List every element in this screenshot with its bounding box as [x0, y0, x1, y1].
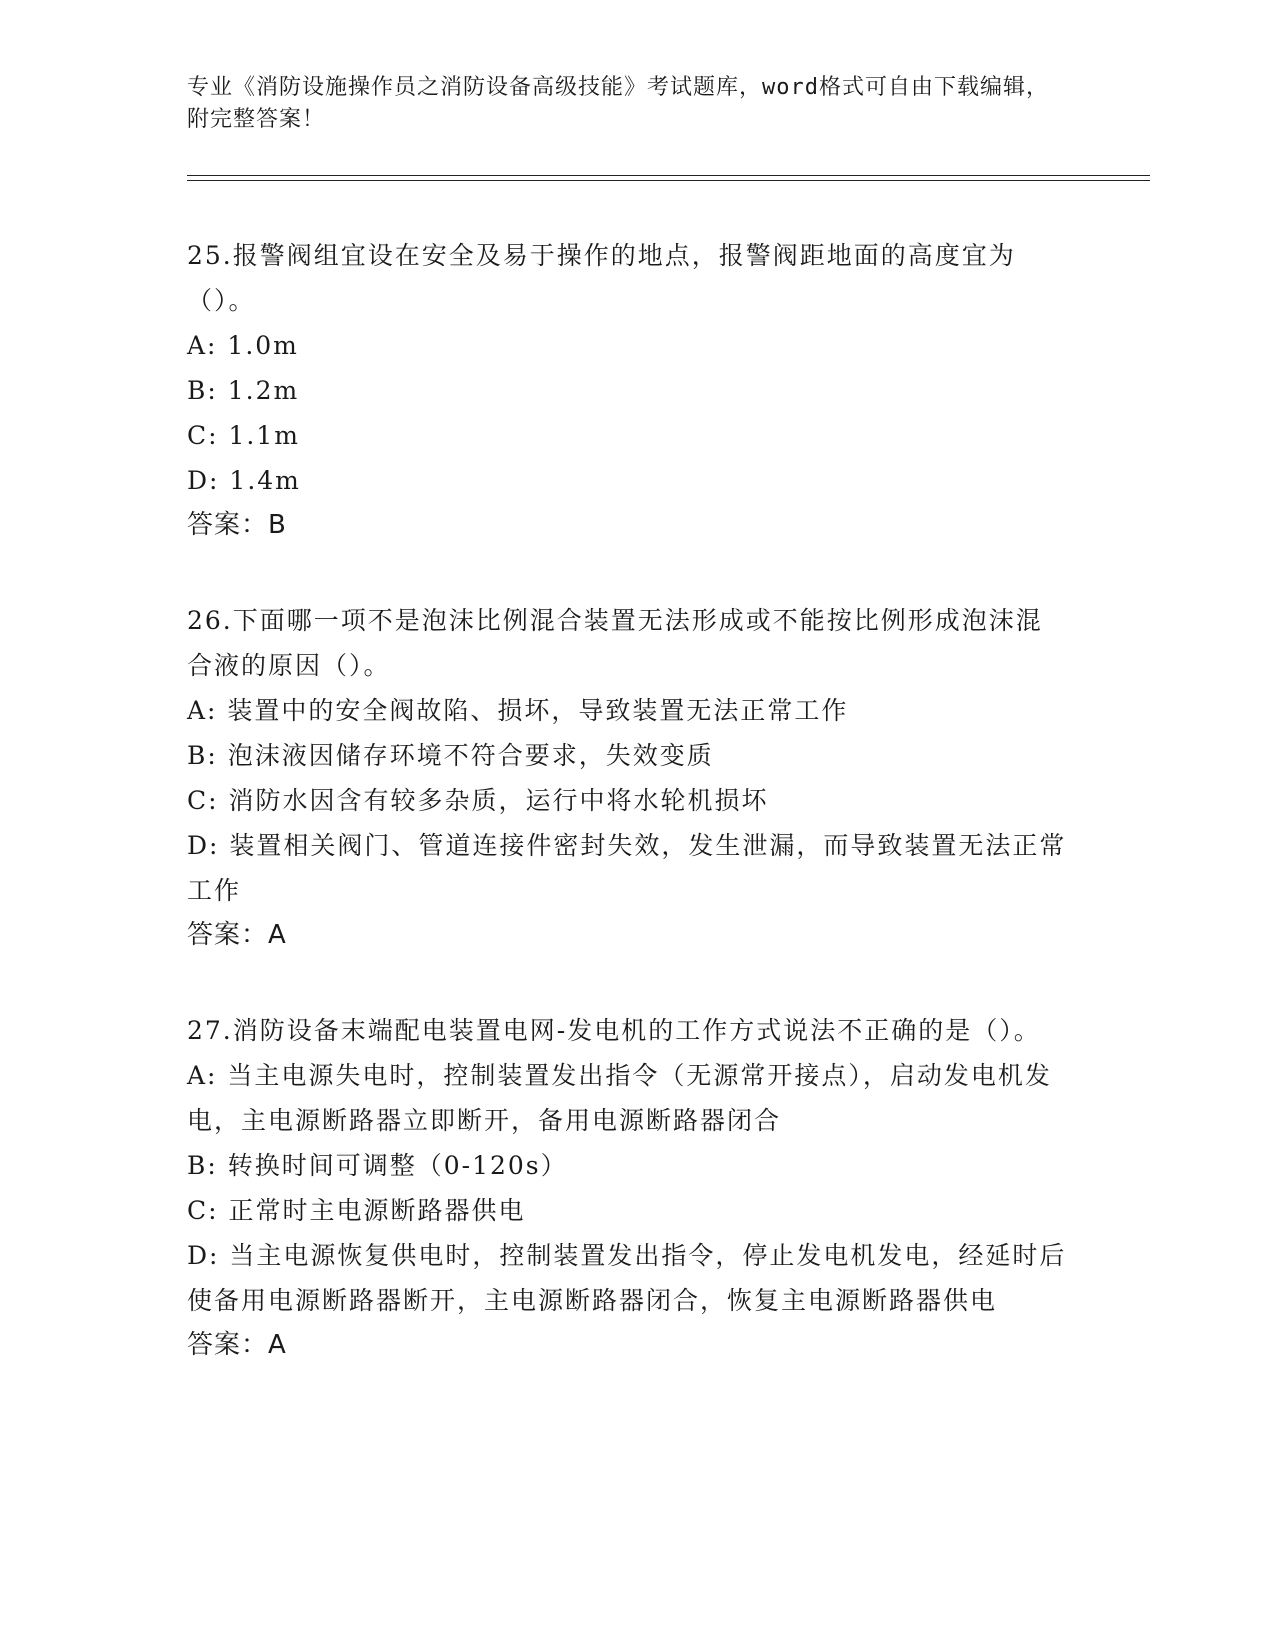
header-divider-bottom: [187, 180, 1150, 181]
question-stem: 26.下面哪一项不是泡沫比例混合装置无法形成或不能按比例形成泡沫混合液的原因（）。: [187, 606, 1043, 680]
question-26: [187, 598, 1067, 958]
answer-line: 答案：A: [187, 920, 287, 950]
option-d: D: 1.4m: [187, 466, 301, 495]
option-a: A: 1.0m: [187, 331, 299, 360]
option-b: B: 泡沫液因储存环境不符合要求，失效变质: [187, 741, 714, 770]
option-a: A: 装置中的安全阀故陷、损坏，导致装置无法正常工作: [187, 696, 849, 725]
document-header: 专业《消防设施操作员之消防设备高级技能》考试题库，word格式可自由下载编辑，附完整答案！: [187, 75, 1049, 132]
question-27: [187, 1008, 1067, 1368]
question-25: [187, 233, 1067, 548]
header-divider-top: [187, 175, 1150, 176]
option-c: C: 消防水因含有较多杂质，运行中将水轮机损坏: [187, 786, 769, 815]
option-d: D: 装置相关阀门、管道连接件密封失效，发生泄漏，而导致装置无法正常工作: [187, 831, 1067, 905]
answer-line: 答案：A: [187, 1330, 287, 1360]
option-b: B: 1.2m: [187, 376, 300, 405]
option-a: A: 当主电源失电时，控制装置发出指令（无源常开接点），启动发电机发电，主电源断路器立即断开，备用电源断路器闭合: [187, 1061, 1052, 1135]
option-c: C: 正常时主电源断路器供电: [187, 1196, 526, 1225]
question-stem: 25.报警阀组宜设在安全及易于操作的地点，报警阀距地面的高度宜为（）。: [187, 241, 1016, 315]
option-d: D: 当主电源恢复供电时，控制装置发出指令，停止发电机发电，经延时后使备用电源断路器断开，主电源断路器闭合，恢复主电源断路器供电: [187, 1241, 1067, 1315]
question-stem: 27.消防设备末端配电装置电网-发电机的工作方式说法不正确的是（）。: [187, 1016, 1041, 1045]
answer-line: 答案：B: [187, 510, 287, 540]
option-b: B: 转换时间可调整（0-120s）: [187, 1151, 568, 1180]
option-c: C: 1.1m: [187, 421, 300, 450]
